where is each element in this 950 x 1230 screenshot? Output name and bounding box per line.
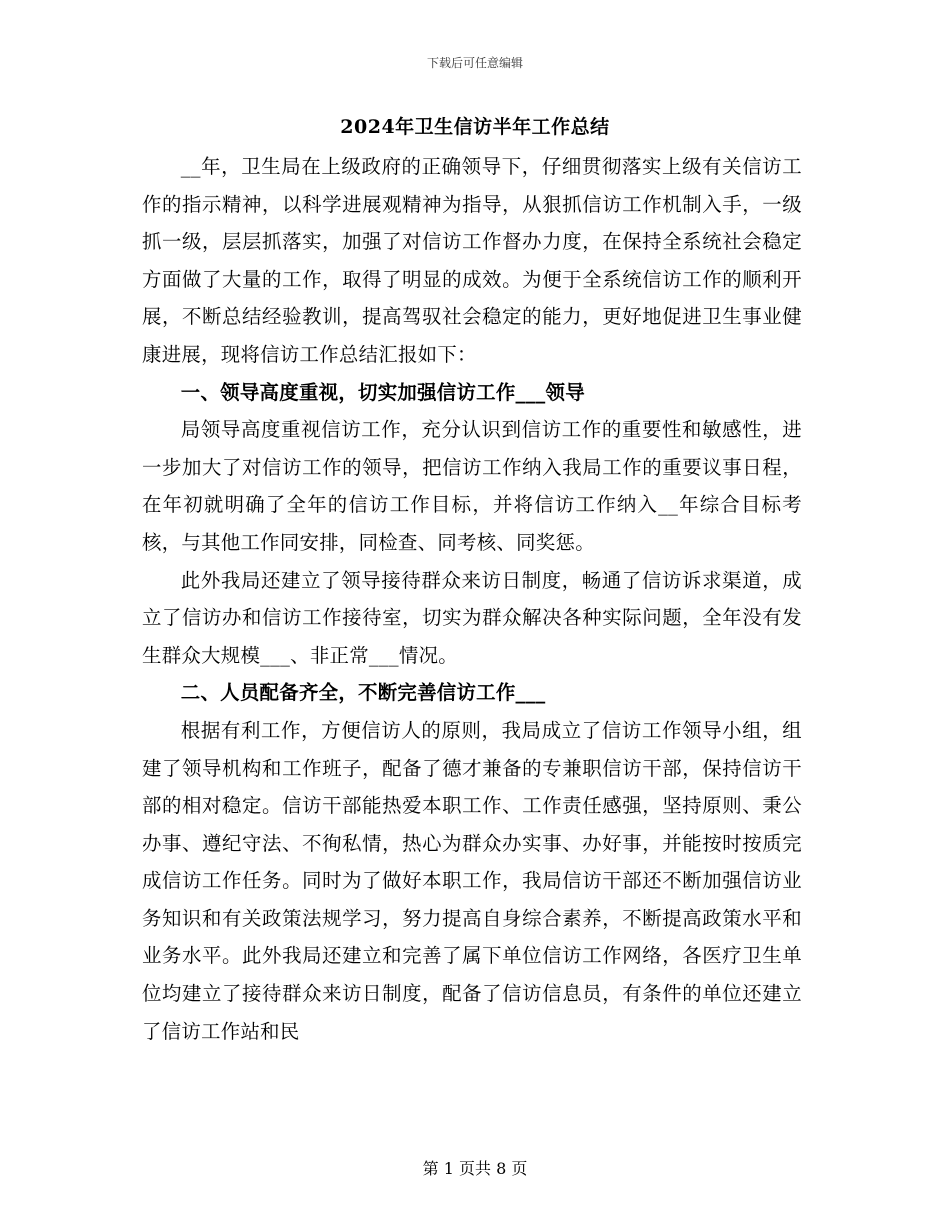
header-note: 下载后可任意编辑 [426, 56, 523, 70]
section-heading-2: 二、人员配备齐全，不断完善信访工作___ [180, 681, 546, 705]
body-paragraph: 此外我局还建立了领导接待群众来访日制度，畅通了信访诉求渠道，成立了信访办和信访工作接待室，切实为群众解决各种实际问题，全年没有发生群众大规模___、非正常___情况。 [142, 568, 802, 667]
intro-paragraph: __年，卫生局在上级政府的正确领导下，仔细贯彻落实上级有关信访工作的指示精神，以科学进展观精神为指导，从狠抓信访工作机制入手，一级抓一级，层层抓落实，加强了对信访工作督办力度，在保持全系统社会稳定方面做了大量的工作，取得了明显的成效。为便于全系统信访工作的顺利开展，不断总结经验教训，提高驾驭社会稳定的能力，更好地促进卫生事业健康进展，现将信访工作总结汇报如下： [142, 155, 802, 366]
body-paragraph: 局领导高度重视信访工作，充分认识到信访工作的重要性和敏感性，进一步加大了对信访工作的领导，把信访工作纳入我局工作的重要议事日程，在年初就明确了全年的信访工作目标，并将信访工作纳入__年综合目标考核，与其他工作同安排，同检查、同考核、同奖惩。 [142, 418, 802, 554]
document-title: 2024年卫生信访半年工作总结 [340, 116, 610, 138]
document-body [142, 148, 802, 1050]
page-footer: 第 1 页共 8 页 [422, 1159, 528, 1178]
body-paragraph: 根据有利工作，方便信访人的原则，我局成立了信访工作领导小组，组建了领导机构和工作班子，配备了德才兼备的专兼职信访干部，保持信访干部的相对稳定。信访干部能热爱本职工作、工作责任感强，坚持原则、秉公办事、遵纪守法、不徇私情，热心为群众办实事、办好事，并能按时按质完成信访工作任务。同时为了做好本职工作，我局信访干部还不断加强信访业务知识和有关政策法规学习，努力提高自身综合素养，不断提高政策水平和业务水平。此外我局还建立和完善了属下单位信访工作网络，各医疗卫生单位均建立了接待群众来访日制度，配备了信访信息员，有条件的单位还建立了信访工作站和民 [142, 718, 802, 1043]
section-heading-1: 一、领导高度重视，切实加强信访工作___领导 [180, 380, 585, 404]
